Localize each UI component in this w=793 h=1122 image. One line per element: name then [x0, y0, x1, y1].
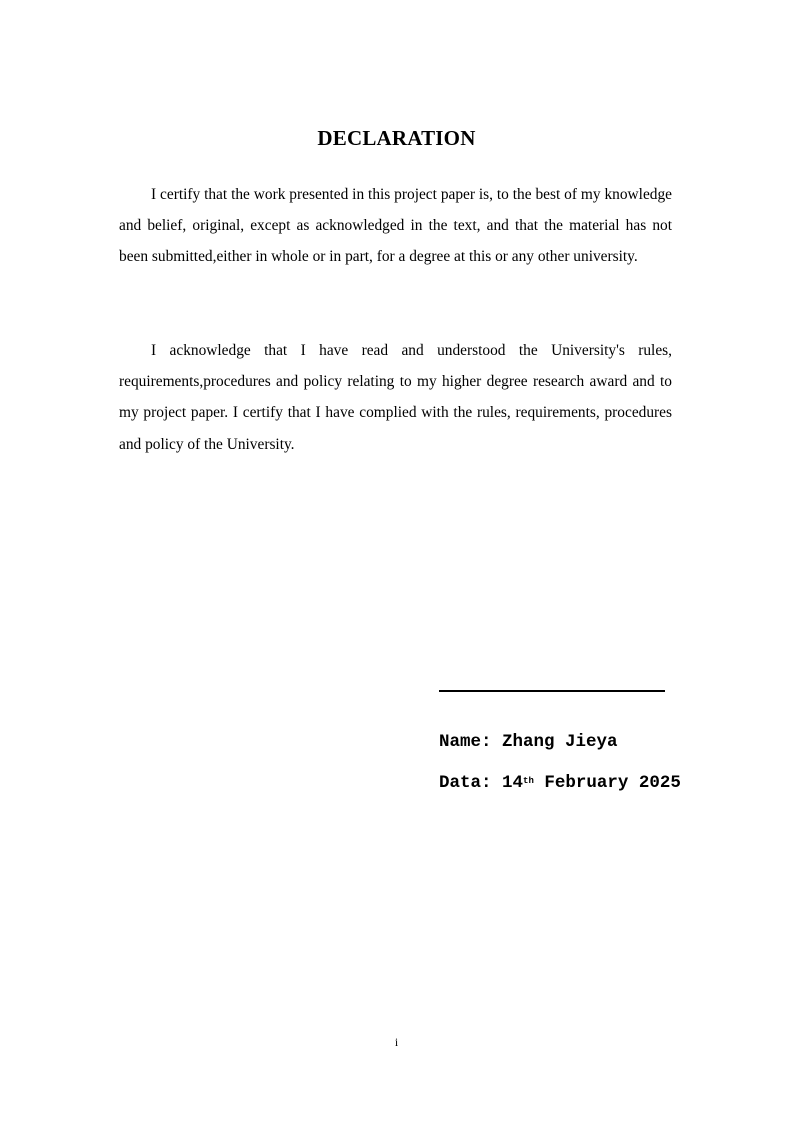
- signature-date: [439, 771, 681, 795]
- name-label: Name:: [439, 732, 492, 752]
- name-value: Zhang Jieya: [502, 732, 618, 752]
- date-day: 14: [502, 773, 524, 793]
- signature-line: [439, 690, 665, 692]
- signature-name: [439, 730, 618, 754]
- page-title: DECLARATION: [317, 126, 476, 150]
- date-ordinal-suffix: th: [523, 776, 534, 786]
- date-label: Data:: [439, 773, 492, 793]
- declaration-paragraph-2: I acknowledge that I have read and understood the University's rules, requirements,procedures and policy relating to my higher degree research award and to my project paper. I certify that I have complied with the rules, requirements, procedures and policy of the University.: [119, 342, 672, 453]
- page-number: i: [394, 1035, 399, 1049]
- date-month-year: February 2025: [544, 773, 681, 793]
- declaration-paragraph-1: I certify that the work presented in this project paper is, to the best of my knowledge and belief, original, except as acknowledged in the text, and that the material has not been submitted,either in whole or in part, for a degree at this or any other university.: [119, 186, 672, 266]
